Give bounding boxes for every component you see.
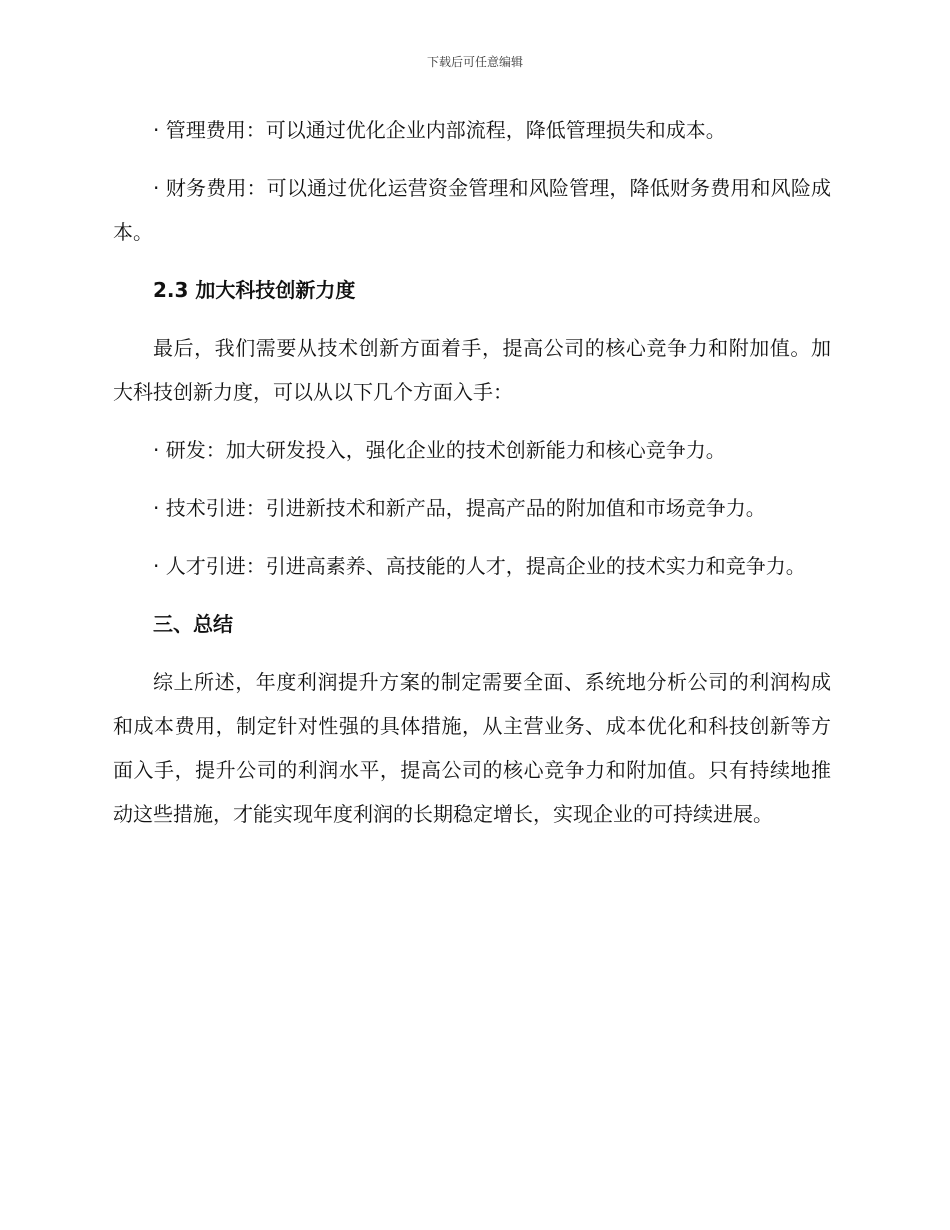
paragraph-tech-innovation-intro: 最后，我们需要从技术创新方面着手，提高公司的核心竞争力和附加值。加大科技创新力度，可以从以下几个方面入手： <box>113 336 831 404</box>
bullet-management-expenses: · 管理费用：可以通过优化企业内部流程，降低管理损失和成本。 <box>153 118 726 142</box>
bullet-financial-expenses: · 财务费用：可以通过优化运营资金管理和风险管理，降低财务费用和风险成本。 <box>113 176 831 244</box>
page-header: 下载后可任意编辑 <box>426 55 523 69</box>
bullet-research-development: · 研发：加大研发投入，强化企业的技术创新能力和核心竞争力。 <box>153 438 726 462</box>
bullet-technology-introduction: · 技术引进：引进新技术和新产品，提高产品的附加值和市场竞争力。 <box>153 496 766 520</box>
section-heading-2-3: 2.3 加大科技创新力度 <box>153 278 356 302</box>
section-heading-summary: 三、总结 <box>153 612 233 636</box>
bullet-talent-introduction: · 人才引进：引进高素养、高技能的人才，提高企业的技术实力和竞争力。 <box>153 554 806 578</box>
document-body <box>113 108 831 850</box>
paragraph-summary: 综上所述，年度利润提升方案的制定需要全面、系统地分析公司的利润构成和成本费用，制定针对性强的具体措施，从主营业务、成本优化和科技创新等方面入手，提升公司的利润水平，提高公司的核心竞争力和附加值。只有持续地推动这些措施，才能实现年度利润的长期稳定增长，实现企业的可持续进展。 <box>113 670 831 826</box>
